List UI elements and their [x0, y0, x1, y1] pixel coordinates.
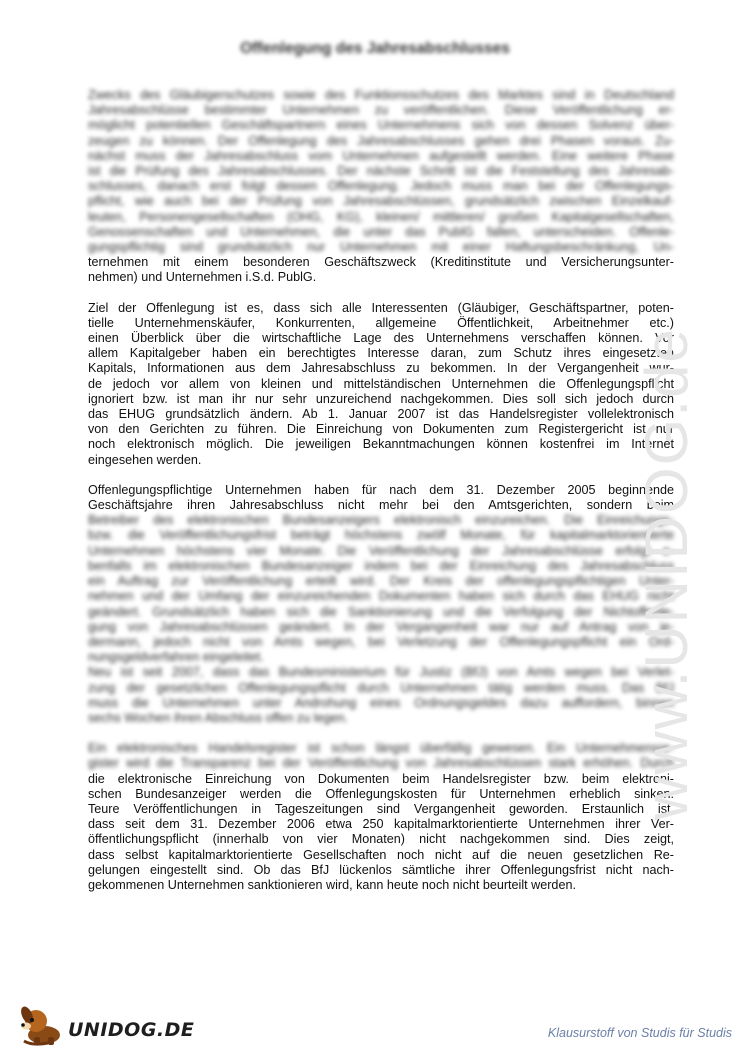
text-line: dass seit dem 31. Dezember 2006 etwa 250 kapitalmarktorientierte Unternehmen ihrer Ver- [88, 817, 674, 832]
blurred-text-line: muss die Unternehmen unter Androhung eines Ordnungsgeldes dazu auffordern, binnen [88, 695, 674, 710]
blurred-text-line: schlusses, danach erst folgt dessen Offenlegung. Jedoch muss man bei der Offenlegungs- [88, 179, 674, 194]
blurred-text-line: gister wird die Transparenz bei der Veröffentlichung von Jahresabschlüssen stark erhöhen. Durch [88, 756, 674, 771]
blurred-text-line: leuten, Personengesellschaften (OHG, KG), kleinen/ mittleren/ großen Kapitalgesellschaften, [88, 209, 674, 224]
paragraph [88, 301, 674, 468]
footer-logo[interactable] [14, 1003, 204, 1047]
text-line: gelungen eingestellt sind. Ob das BfJ lückenlos sämtliche ihrer Offenlegungsfrist nicht nach- [88, 862, 674, 877]
text-line: von den Gerichten zu führen. Die Einreichung von Dokumenten zum Registergericht ist nur [88, 422, 674, 437]
blurred-text-line: Zwecks des Gläubigerschutzes sowie des Funktionsschutzes des Marktes sind in Deutschland [88, 88, 674, 102]
blurred-text-line: Genossenschaften und Unternehmen, die unter das PublG fallen, unterscheiden. Offenle- [88, 224, 674, 239]
blurred-text-line: möglicht potentiellen Geschäftspartnern eines Unternehmens sich von dessen Solvenz über- [88, 118, 674, 133]
text-line: Kapitals, Informationen aus dem Jahresabschluss zu bekommen. In der Vergangenheit wur- [88, 361, 674, 376]
blurred-text-line: ist die Prüfung des Jahresabschlusses. Der nächste Schritt ist die Feststellung des Jahresab- [88, 164, 674, 179]
text-line: die elektronische Einreichung von Dokumenten beim Handelsregister bzw. beim elektroni- [88, 771, 674, 786]
blurred-text-line: geändert. Grundsätzlich haben sich die Sanktionierung und die Verfolgung der Nichtoffenle- [88, 604, 674, 619]
blurred-text-line: zeugen zu können. Der Offenlegung des Jahresabschlusses gehen drei Phasen voraus. Zu- [88, 133, 674, 148]
paragraph [88, 741, 674, 893]
blurred-text-line: benfalls im elektronischen Bundesanzeiger indem bei der Einreichung des Jahresabschluss [88, 558, 674, 573]
text-line: Teure Veröffentlichungen in Tageszeitungen sind Vergangenheit geworden. Erstaunlich ist, [88, 801, 674, 816]
dog-mascot-icon [14, 1003, 66, 1047]
blurred-text-line: gungspflichtig sind grundsätzlich nur Unternehmen mit einer Haftungsbeschränkung, Un- [88, 240, 674, 255]
document-title: Offenlegung des Jahresabschlusses [240, 40, 510, 57]
text-line: schen Bundesanzeiger werden die Offenlegungskosten für Unternehmen erheblich sinken. [88, 786, 674, 801]
blurred-text-line: dermann, jedoch nicht von Amts wegen, bei Verletzung der Offenlegungspflicht ein Ord- [88, 634, 674, 649]
blurred-text-line: bzw. die Veröffentlichungsfrist beträgt höchstens zwölf Monate, für kapitalmarktorientierte [88, 528, 674, 543]
blurred-text-line: pflicht, wie auch bei der Prüfung von Jahresabschlüssen, grundsätzlich zwischen Einzelkauf- [88, 194, 674, 209]
text-line: dass selbst kapitalmarktorientierte Gesellschaften noch nicht auf die neuen gesetzlichen Re- [88, 847, 674, 862]
text-line: Offenlegungspflichtige Unternehmen haben für nach dem 31. Dezember 2005 beginnende [88, 482, 674, 497]
text-line: eingesehen werden. [88, 452, 202, 467]
blurred-text-line: Betreiber des elektronischen Bundesanzeigers elektronisch einzureichen. Die Einreichungs- [88, 513, 674, 528]
blurred-text-line: Neu ist seit 2007, dass das Bundesministerium für Justiz (BfJ) von Amts wegen bei Verlet- [88, 665, 674, 680]
paragraph [88, 88, 674, 286]
text-line: allem Kapitalgeber haben ein berechtigtes Interesse daran, zum Schutz ihres eingesetzten [88, 346, 674, 361]
text-line: das EHUG grundsätzlich ändern. Ab 1. Januar 2007 ist das Handelsregister vollelektronisch [88, 407, 674, 422]
blurred-text-line: nehmen und der Umfang der einzureichenden Dokumenten haben sich durch das EHUG nicht [88, 589, 674, 604]
watermark: www.UNIDOG.de [633, 327, 700, 820]
logo-text: UNIDOG.DE [68, 1019, 195, 1041]
text-line: ignoriert bzw. ist man ihr nur sehr unzureichend nachgekommen. Dies soll sich jedoch durch [88, 391, 674, 406]
text-line: gekommenen Unternehmen sanktionieren wird, kann heute noch nicht beurteilt werden. [88, 877, 576, 892]
paragraph [88, 483, 674, 726]
text-line: Ziel der Offenlegung ist es, dass sich alle Interessenten (Gläubiger, Geschäftspartner, poten- [88, 300, 674, 315]
blurred-text-line: Unternehmen höchstens vier Monate. Die Veröffentlichung der Jahresabschlüsse erfolgt e- [88, 543, 674, 558]
footer-tagline: Klausurstoff von Studis für Studis [547, 1026, 732, 1040]
blurred-text-line: sechs Wochen ihren Abschluss offen zu legen. [88, 710, 348, 725]
text-line: noch elektronisch möglich. Die jeweiligen Bekanntmachungen können kostenfrei im Internet [88, 437, 674, 452]
blurred-text-line: ein Auftrag zur Veröffentlichung erteilt wird. Der Kreis der offenlegungspflichtigen Unter- [88, 574, 674, 589]
text-line: tielle Unternehmenskäufer, Konkurrenten, allgemeine Öffentlichkeit, Arbeitnehmer etc.) [88, 315, 674, 330]
blurred-text-line: Ein elektronisches Handelsregister ist schon längst überfällig gewesen. Ein Unternehmensre- [88, 741, 674, 756]
blurred-text-line: Jahresabschlüsse bestimmter Unternehmen zu veröffentlichen. Diese Veröffentlichung er- [88, 103, 674, 118]
text-line: ternehmen mit einem besonderen Geschäftszweck (Kreditinstitute und Versicherungsunter- [88, 255, 674, 270]
blurred-text-line: nungsgeldverfahren eingeleitet. [88, 650, 264, 665]
text-line: de jedoch vor allem von kleinen und mittelständischen Unternehmen die Offenlegungspflicht [88, 376, 674, 391]
text-line: Geschäftsjahre ihren Jahresabschluss nicht mehr bei den Amtsgerichten, sondern beim [88, 498, 674, 513]
blurred-text-line: nächst muss der Jahresabschluss vom Unternehmen aufgestellt werden. Eine weitere Phase [88, 148, 674, 163]
text-line: öffentlichungspflicht (innerhalb von vier Monaten) nicht nachgekommen sind. Dies zeigt, [88, 832, 674, 847]
blurred-text-line: zung der gesetzlichen Offenlegungspflicht durch Unternehmen tätig werden muss. Das BfJ [88, 680, 674, 695]
document-body [88, 88, 674, 908]
text-line: nehmen) und Unternehmen i.S.d. PublG. [88, 270, 317, 285]
text-line: einen Überblick über die wirtschaftliche Lage des Unternehmens verschaffen können. Vor [88, 331, 674, 346]
blurred-text-line: gung von Jahresabschlüssen geändert. In der Vergangenheit war nur auf Antrag von je- [88, 619, 674, 634]
